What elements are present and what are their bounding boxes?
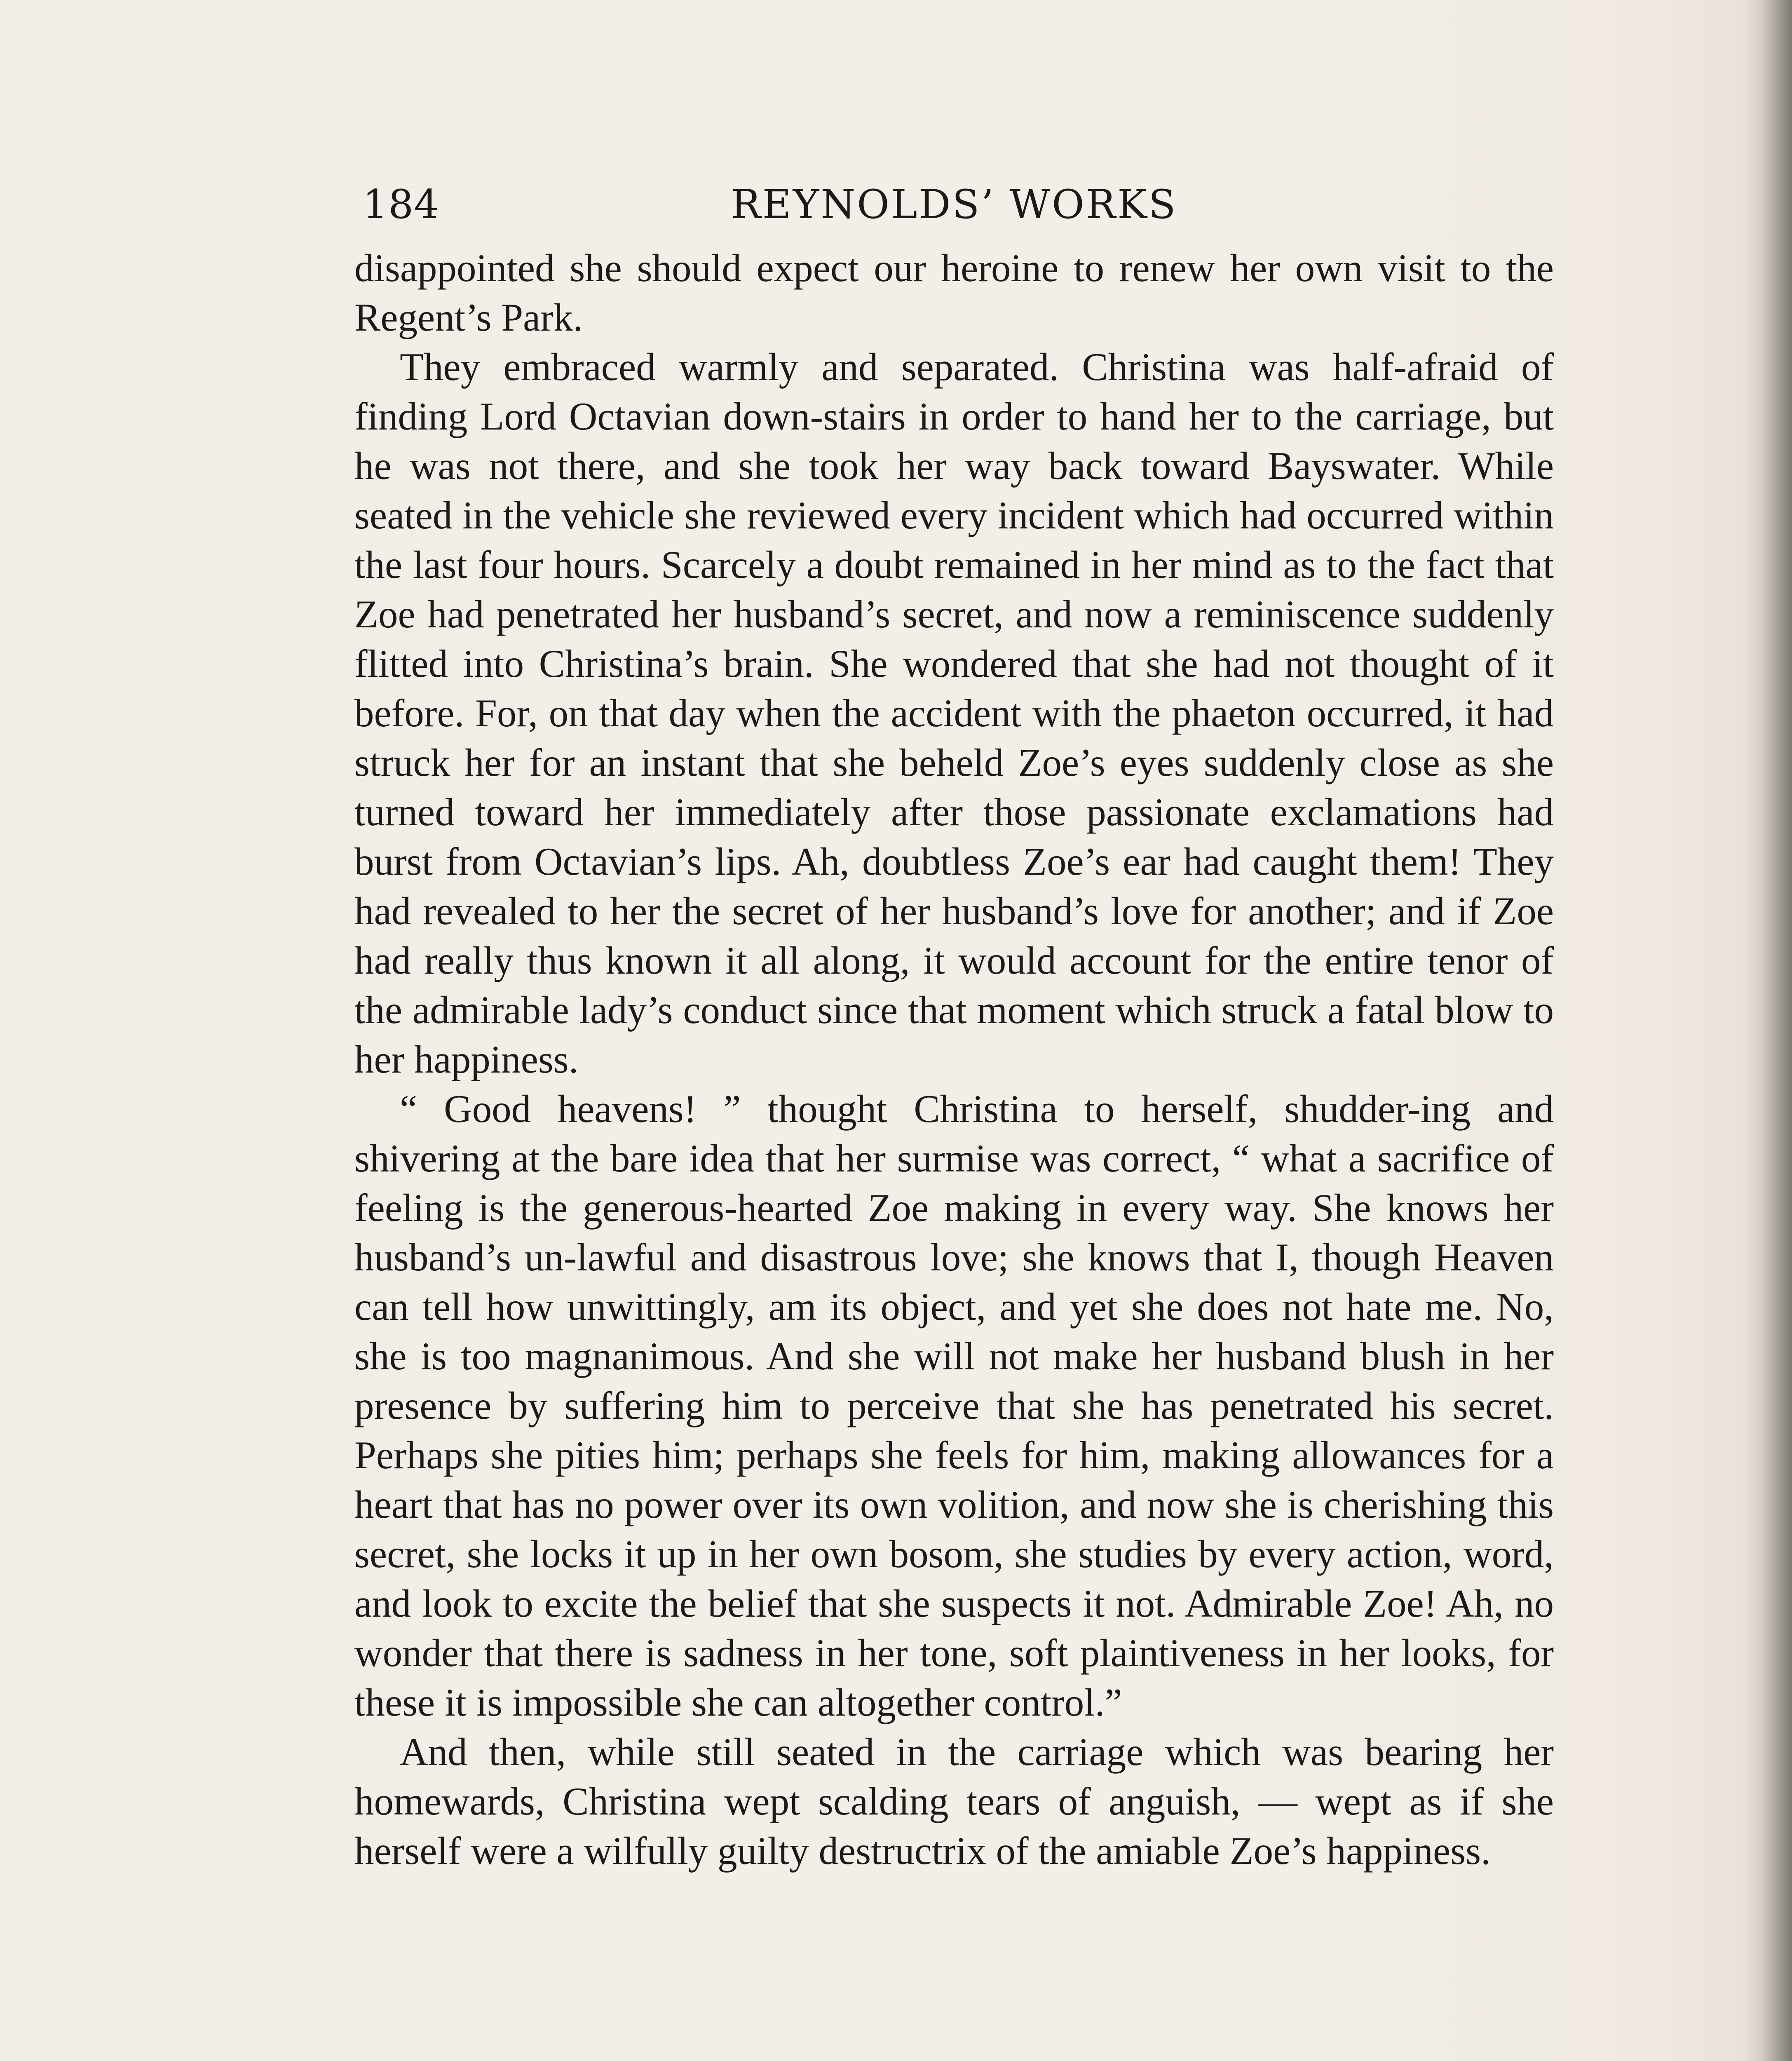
text-block [354,169,1554,1876]
body-text [354,243,1554,1876]
paragraph: They embraced warmly and separated. Christina was half-afraid of finding Lord Octavian down-stairs in order to hand her to the carriage, but he was not there, and she took her way back toward Bayswater. While seated in the vehicle she reviewed every incident which had occurred within the last four hours. Scarcely a doubt remained in her mind as to the fact that Zoe had penetrated her husband’s secret, and now a reminiscence suddenly flitted into Christina’s brain. She wondered that she had not thought of it before. For, on that day when the accident with the phaeton occurred, it had struck her for an instant that she beheld Zoe’s eyes suddenly close as she turned toward her immediately after those passionate exclamations had burst from Octavian’s lips. Ah, doubtless Zoe’s ear had caught them! They had revealed to her the secret of her husband’s love for another; and if Zoe had really thus known it all along, it would account for the entire tenor of the admirable lady’s conduct since that moment which struck a fatal blow to her happiness. [354,345,1554,1081]
running-head [354,169,1554,243]
paragraph-continued: disappointed she should expect our heroine to renew her own visit to the Regent’s Park. [354,246,1554,339]
paragraph: And then, while still seated in the carriage which was bearing her homewards, Christina wept scalding tears of anguish, — wept as if she herself were a wilfully guilty destructrix of the amiable Zoe’s happiness. [354,1730,1554,1873]
paragraph: “ Good heavens! ” thought Christina to herself, shudder-ing and shivering at the bare idea that her surmise was correct, “ what a sacrifice of feeling is the generous-hearted Zoe making in every way. She knows her husband’s un-lawful and disastrous love; she knows that I, though Heaven can tell how unwittingly, am its object, and yet she does not hate me. No, she is too magnanimous. And she will not make her husband blush in her presence by suffering him to perceive that she has penetrated his secret. Perhaps she pities him; perhaps she feels for him, making allowances for a heart that has no power over its own volition, and now she is cherishing this secret, she locks it up in her own bosom, she studies by every action, word, and look to excite the belief that she suspects it not. Admirable Zoe! Ah, no wonder that there is sadness in her tone, soft plaintiveness in her looks, for these it is impossible she can altogether control.” [354,1087,1554,1724]
page-number: 184 [363,181,440,228]
spine-shadow [1743,0,1792,2061]
running-title: REYNOLDS’ WORKS [731,181,1177,228]
